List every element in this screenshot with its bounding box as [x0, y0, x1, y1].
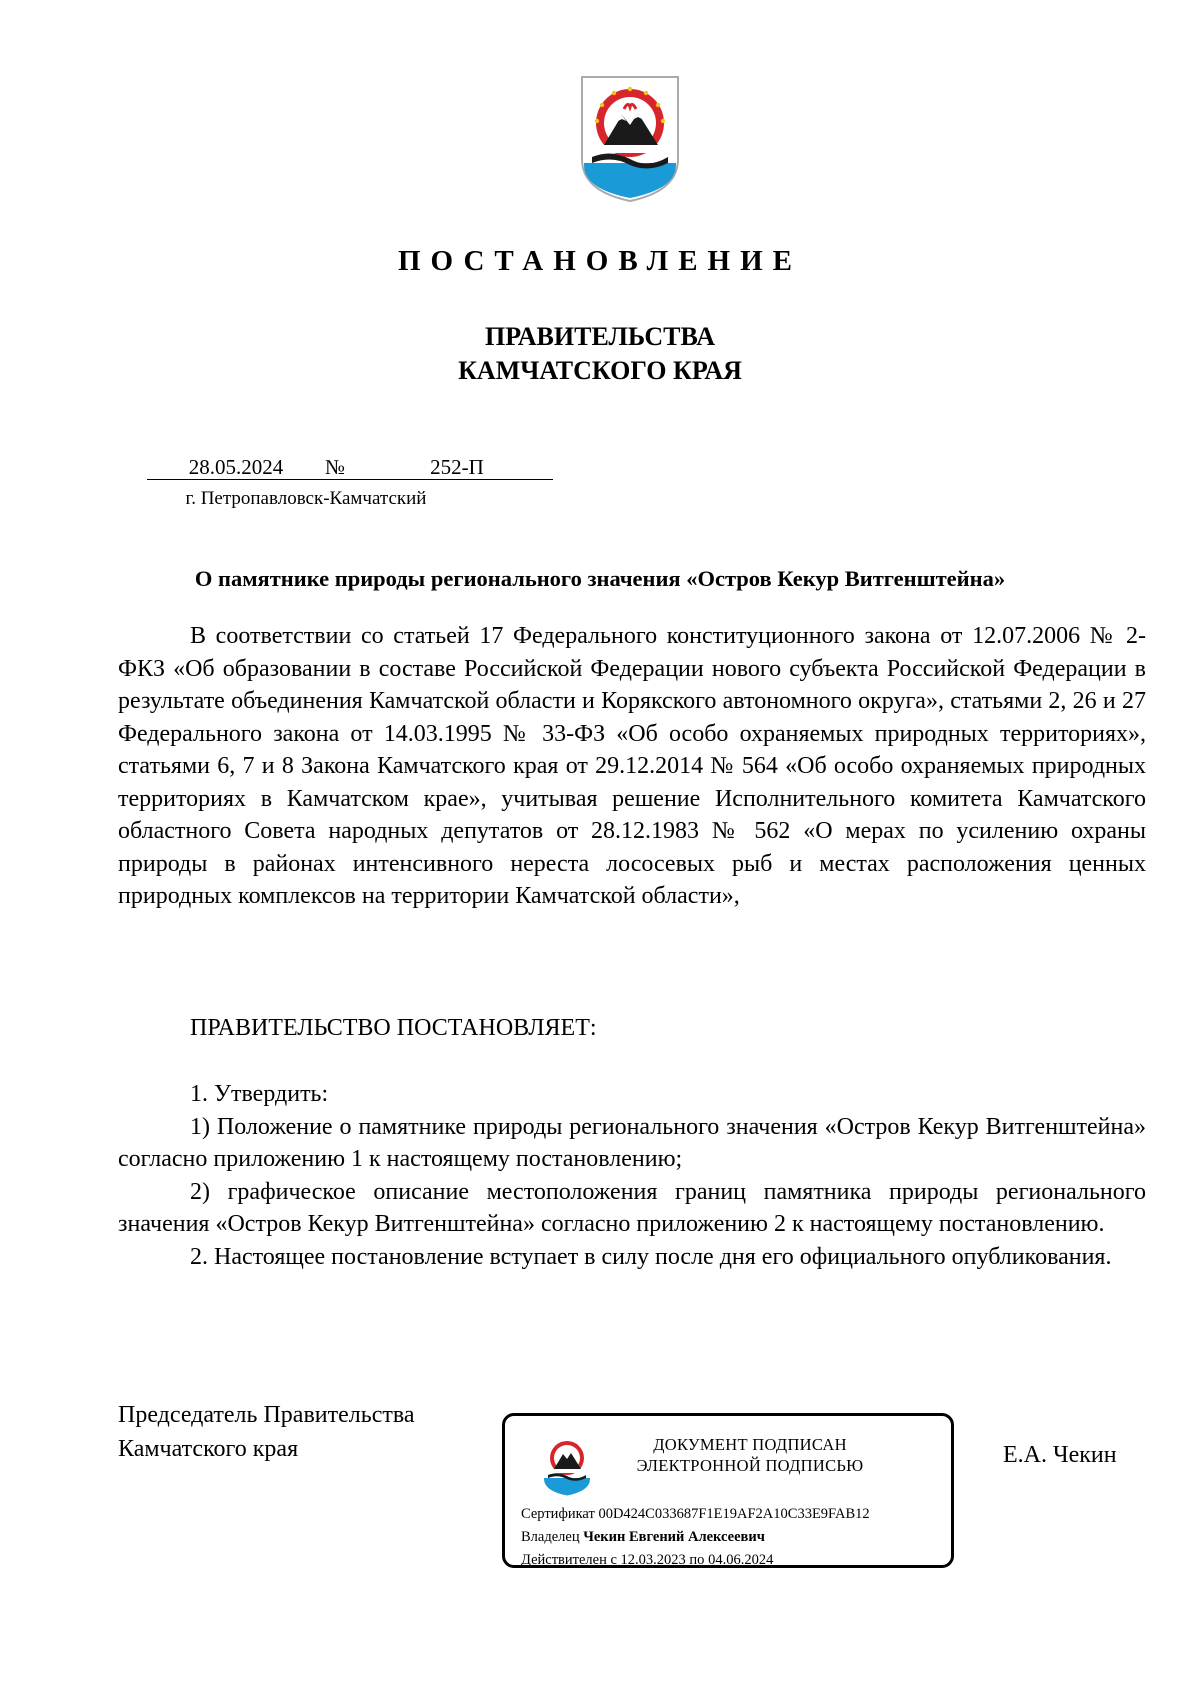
signer-position-line-2: Камчатского края [118, 1436, 299, 1462]
electronic-signature-stamp [502, 1413, 954, 1568]
stamp-heading-line-2: ЭЛЕКТРОННОЙ ПОДПИСЬЮ [636, 1456, 864, 1475]
signer-name: Е.А. Чекин [1003, 1442, 1117, 1468]
owner-label: Владелец [521, 1529, 580, 1545]
item-1-1: 1) Положение о памятнике природы регионального значения «Остров Кекур Витгенштейна» согласно приложению 1 к настоящему постановлению; [118, 1113, 1146, 1172]
preamble-paragraph: В соответствии со статьей 17 Федерального конституционного закона от 12.07.2006 № 2-ФКЗ «Об образовании в составе Российской Федерации нового субъекта Российской Федерации в результате объединения Камчатской области и Корякского автономного округа», статьями 2, 26 и 27 Федерального закона от 14.03.1995 № 33-ФЗ «Об особо охраняемых природных территориях», статьями 6, 7 и 8 Закона Камчатского края от 29.12.2014 № 564 «Об особо охраняемых природных территориях в Камчатском крае», учитывая решение Исполнительного комитета Камчатского областного Совета народных депутатов от 28.12.1983 № 562 «О мерах по усилению охраны природы в районах интенсивного нереста лососевых рыб и местах расположения ценных природных комплексов на территории Камчатской области», [118, 623, 1146, 909]
document-type-title: ПОСТАНОВЛЕНИЕ [397, 245, 802, 277]
certificate-value: 00D424C033687F1E19AF2A10C33E9FAB12 [598, 1506, 870, 1522]
stamp-heading-line-1: ДОКУМЕНТ ПОДПИСАН [653, 1435, 847, 1454]
stamp-emblem-icon [541, 1434, 593, 1498]
stamp-certificate [521, 1506, 870, 1523]
stamp-validity [521, 1552, 773, 1569]
date-number-line [147, 455, 553, 480]
stamp-owner [521, 1529, 765, 1546]
document-subject: О памятнике природы регионального значения «Остров Кекур Витгенштейна» [194, 566, 1006, 591]
item-1: 1. Утвердить: [190, 1081, 329, 1107]
validity-label: Действителен с [521, 1552, 617, 1568]
city: г. Петропавловск-Камчатский [185, 488, 427, 509]
validity-to-label: по [689, 1552, 705, 1568]
document-date: 28.05.2024 [147, 455, 325, 480]
decree-items [118, 1078, 1146, 1273]
certificate-label: Сертификат [521, 1506, 595, 1522]
coat-of-arms-icon [578, 75, 682, 203]
validity-to: 04.06.2024 [708, 1552, 774, 1568]
stamp-heading [605, 1434, 895, 1476]
item-2: 2. Настоящее постановление вступает в силу после дня его официального опубликования. [190, 1243, 1112, 1270]
document-number: 252-П [361, 455, 553, 480]
item-1-2: 2) графическое описание местоположения границ памятника природы регионального значения «Остров Кекур Витгенштейна» согласно приложению 2 к настоящему постановлению. [118, 1178, 1146, 1237]
authority-line-2: КАМЧАТСКОГО КРАЯ [458, 356, 742, 385]
number-sign: № [325, 455, 361, 480]
signer-position [118, 1398, 415, 1466]
issuing-authority [0, 320, 1200, 388]
validity-from: 12.03.2023 [620, 1552, 686, 1568]
signer-position-line-1: Председатель Правительства [118, 1402, 415, 1428]
decree-statement: ПРАВИТЕЛЬСТВО ПОСТАНОВЛЯЕТ: [190, 1015, 597, 1041]
owner-value: Чекин Евгений Алексеевич [583, 1529, 765, 1545]
authority-line-1: ПРАВИТЕЛЬСТВА [485, 322, 715, 351]
